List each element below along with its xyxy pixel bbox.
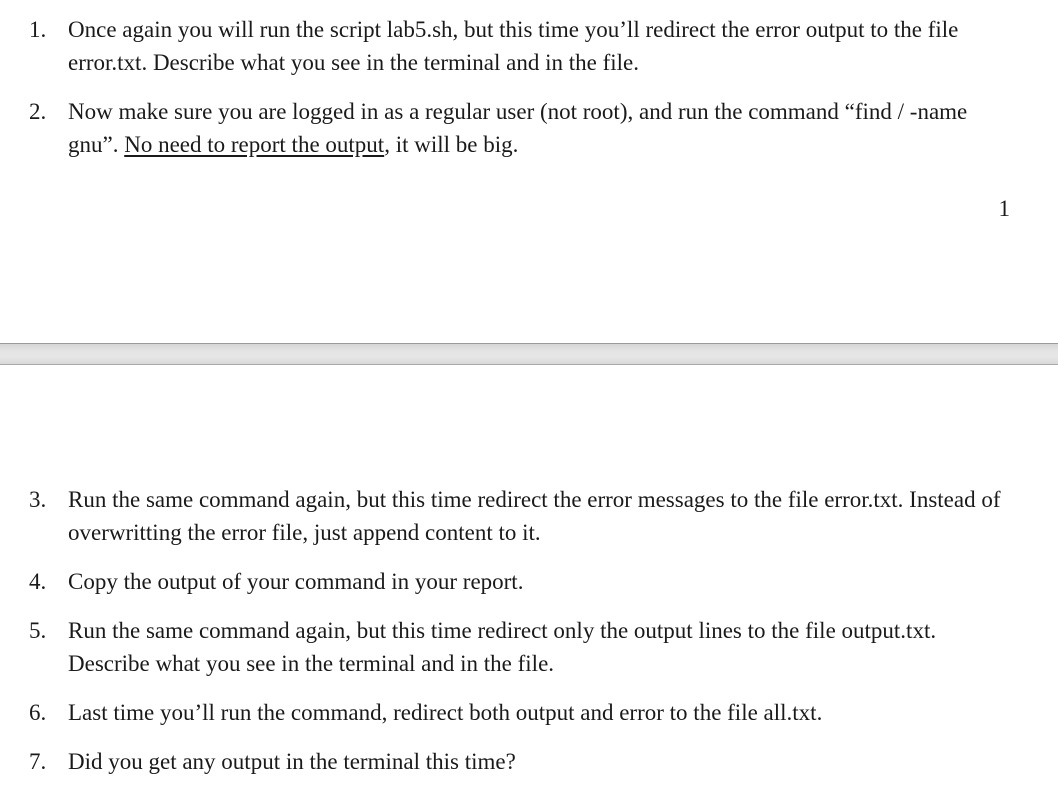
- list-item: [0, 745, 1058, 778]
- item-text: Now make sure you are logged in as a regular user (not root), and run the command “find / -name gnu”.: [68, 99, 968, 157]
- list-item: [0, 565, 1058, 598]
- item-text-end: , it will be big.: [384, 132, 519, 157]
- item-number: 3.: [29, 487, 47, 512]
- instruction-list-page-1: [0, 13, 1058, 177]
- item-text: Copy the output of your command in your report.: [68, 569, 524, 594]
- document-page-2: [0, 365, 1058, 810]
- item-text: Once again you will run the script lab5.sh, but this time you’ll redirect the error output to the file error.txt. Describe what you see in the terminal and in the file.: [68, 17, 959, 75]
- item-number: 5.: [29, 618, 47, 643]
- list-item: [0, 95, 1058, 161]
- item-number: 2.: [29, 99, 47, 124]
- page-number: 1: [998, 196, 1010, 221]
- item-text: Last time you’ll run the command, redirect both output and error to the file all.txt.: [68, 700, 823, 725]
- item-text: Run the same command again, but this time redirect only the output lines to the file output.txt. Describe what you see in the terminal and in the file.: [68, 618, 937, 676]
- instruction-list-page-2: [0, 483, 1058, 794]
- item-text: Run the same command again, but this time redirect the error messages to the file error.txt. Instead of overwritting the error file, just append content to it.: [68, 487, 1001, 545]
- list-item: [0, 13, 1058, 79]
- list-item: [0, 696, 1058, 729]
- item-number: 4.: [29, 569, 47, 594]
- page-separator: [0, 343, 1058, 365]
- underlined-note: No need to report the output: [124, 132, 385, 157]
- item-number: 1.: [29, 17, 47, 42]
- item-text: Did you get any output in the terminal this time?: [68, 749, 516, 774]
- list-item: [0, 614, 1058, 680]
- document-page-1: [0, 0, 1058, 343]
- item-number: 7.: [29, 749, 47, 774]
- item-number: 6.: [29, 700, 47, 725]
- list-item: [0, 483, 1058, 549]
